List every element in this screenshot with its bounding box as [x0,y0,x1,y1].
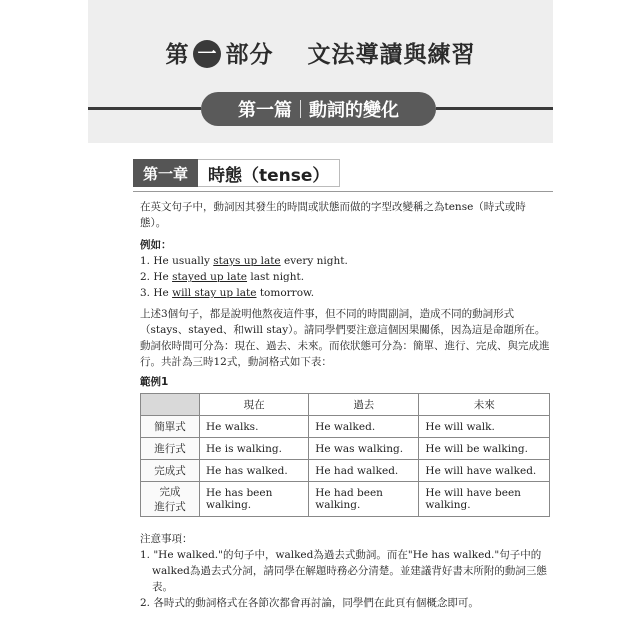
part-heading: 文法導讀與練習 [307,42,476,68]
chapter-underline [133,191,553,192]
table-cell: He has been walking. [200,482,309,517]
table-cell: He walks. [200,416,309,438]
example-list [140,253,550,301]
note-item: 1. "He walked."的句子中，walked為過去式動詞。而在"He has walked."句子中的walked為過去式分詞，請同學在解題時務必分清楚。並建議背好書末所附的動詞三態表。 [140,549,547,593]
table-cell: He is walking. [200,438,309,460]
explanation-paragraph: 上述3個句子，都是說明他熬夜這件事，但不同的時間副詞，造成不同的動詞形式（stays、stayed、和will stay）。請同學們要注意這個因果關係，因為這是命題所在。動詞依時間可分為：現在、過去、未來。而依狀態可分為：簡單、進行、完成、與完成進行。共計為三時12式，動詞格式如下表： [140,308,550,368]
row-header: 完成 進行式 [141,482,200,517]
part-title [88,36,553,69]
book-page [88,0,553,640]
table-corner-cell [141,394,200,416]
table-cell: He will walk. [419,416,550,438]
part-suffix: 部分 [225,42,274,68]
section-pill [201,92,436,126]
notes-section [140,531,552,611]
notes-label: 注意事項： [140,533,193,545]
intro-paragraph: 在英文句子中，動詞因其發生的時間或狀態而做的字型改變稱之為tense（時式或時態）。 [140,201,526,229]
example-item: 2. He stayed up late last night. [140,271,305,283]
table-row [141,482,550,517]
divider-right [436,107,553,110]
table-cell: He will be walking. [419,438,550,460]
tense-table [140,393,550,517]
table-cell: He walked. [309,416,419,438]
section-label: 第一篇 [238,100,292,121]
table-cell: He has walked. [200,460,309,482]
table-cell: He will have been walking. [419,482,550,517]
column-header: 未來 [419,394,550,416]
example-item: 1. He usually stays up late every night. [140,255,348,267]
row-header: 完成式 [141,460,200,482]
table-cell: He had walked. [309,460,419,482]
chapter-label: 第一章 [133,159,198,187]
example-item: 3. He will stay up late tomorrow. [140,287,315,299]
chapter-heading [133,159,340,187]
table-row [141,416,550,438]
section-title: 動詞的變化 [309,100,399,121]
table-cell: He was walking. [309,438,419,460]
part-number-badge: 一 [193,40,221,68]
table-cell: He will have walked. [419,460,550,482]
column-header: 過去 [309,394,419,416]
divider-left [88,107,201,110]
row-header: 簡單式 [141,416,200,438]
column-header: 現在 [200,394,309,416]
part-prefix: 第 [165,42,190,68]
table-cell: He had been walking. [309,482,419,517]
note-item: 2. 各時式的動詞格式在各節次都會再討論，同學們在此頁有個概念即可。 [140,597,479,609]
row-header: 進行式 [141,438,200,460]
table-header-row [141,394,550,416]
table-row [141,438,550,460]
header-band [88,0,553,143]
table-row [141,460,550,482]
examples-label: 例如： [140,239,172,251]
section-separator [300,100,301,118]
chapter-title: 時態（tense） [198,159,340,187]
table-label: 範例1 [140,376,169,388]
